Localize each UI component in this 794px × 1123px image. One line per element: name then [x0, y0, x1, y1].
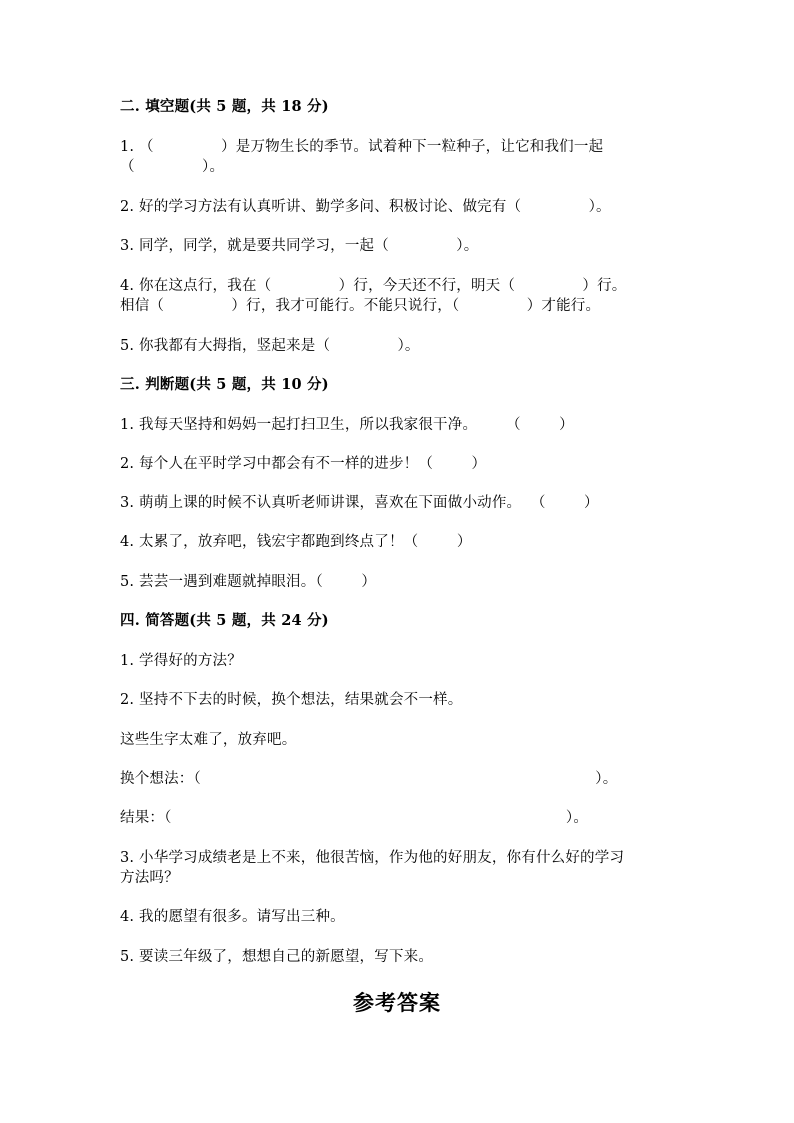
- section2-heading: 二. 填空题(共 5 题，共 18 分): [120, 98, 329, 115]
- section2-q1-line1: 1. （ ）是万物生长的季节。试着种下一粒种子，让它和我们一起: [120, 139, 604, 155]
- section3-q1: 1. 我每天坚持和妈妈一起打扫卫生，所以我家很干净。 （ ）: [120, 417, 574, 433]
- section3-heading: 三. 判断题(共 5 题，共 10 分): [120, 376, 329, 393]
- section3-q5: 5. 芸芸一遇到难题就掉眼泪。（ ）: [120, 574, 377, 590]
- section4-q4: 4. 我的愿望有很多。请写出三种。: [120, 909, 345, 925]
- section4-q3-line1: 3. 小华学习成绩老是上不来，他很苦恼，作为他的好朋友，你有什么好的学习: [120, 850, 625, 866]
- section2-q4-line1: 4. 你在这点行，我在（ ）行，今天还不行，明天（ ）行。: [120, 278, 627, 294]
- section4-q3-line2: 方法吗？: [120, 870, 179, 886]
- section3-q4: 4. 太累了，放弃吧，钱宏宇都跑到终点了！（ ）: [120, 534, 472, 550]
- answer-title: 参考答案: [353, 990, 441, 1015]
- section4-q2-change: 换个想法：（ ）。: [120, 771, 618, 787]
- section4-q2: 2. 坚持不下去的时候，换个想法，结果就会不一样。: [120, 692, 463, 708]
- section2-q5: 5. 你我都有大拇指，竖起来是（ ）。: [120, 338, 420, 354]
- section4-heading: 四. 简答题(共 5 题，共 24 分): [120, 612, 329, 629]
- section4-q2-result: 结果：（ ）。: [120, 810, 589, 826]
- section4-q2-prompt: 这些生字太难了，放弃吧。: [120, 732, 297, 748]
- section4-q1: 1. 学得好的方法？: [120, 653, 242, 669]
- section2-q4-line2: 相信（ ）行，我才可能行。不能只说行，（ ）才能行。: [120, 298, 601, 314]
- section2-q1-line2: （ ）。: [120, 159, 225, 175]
- section3-q3: 3. 萌萌上课的时候不认真听老师讲课，喜欢在下面做小动作。 （ ）: [120, 495, 599, 511]
- section2-q3: 3. 同学，同学，就是要共同学习，一起（ ）。: [120, 238, 479, 254]
- section2-q2: 2. 好的学习方法有认真听讲、勤学多问、积极讨论、做完有（ ）。: [120, 199, 611, 215]
- section3-q2: 2. 每个人在平时学习中都会有不一样的进步！（ ）: [120, 456, 487, 472]
- section4-q5: 5. 要读三年级了，想想自己的新愿望，写下来。: [120, 949, 434, 965]
